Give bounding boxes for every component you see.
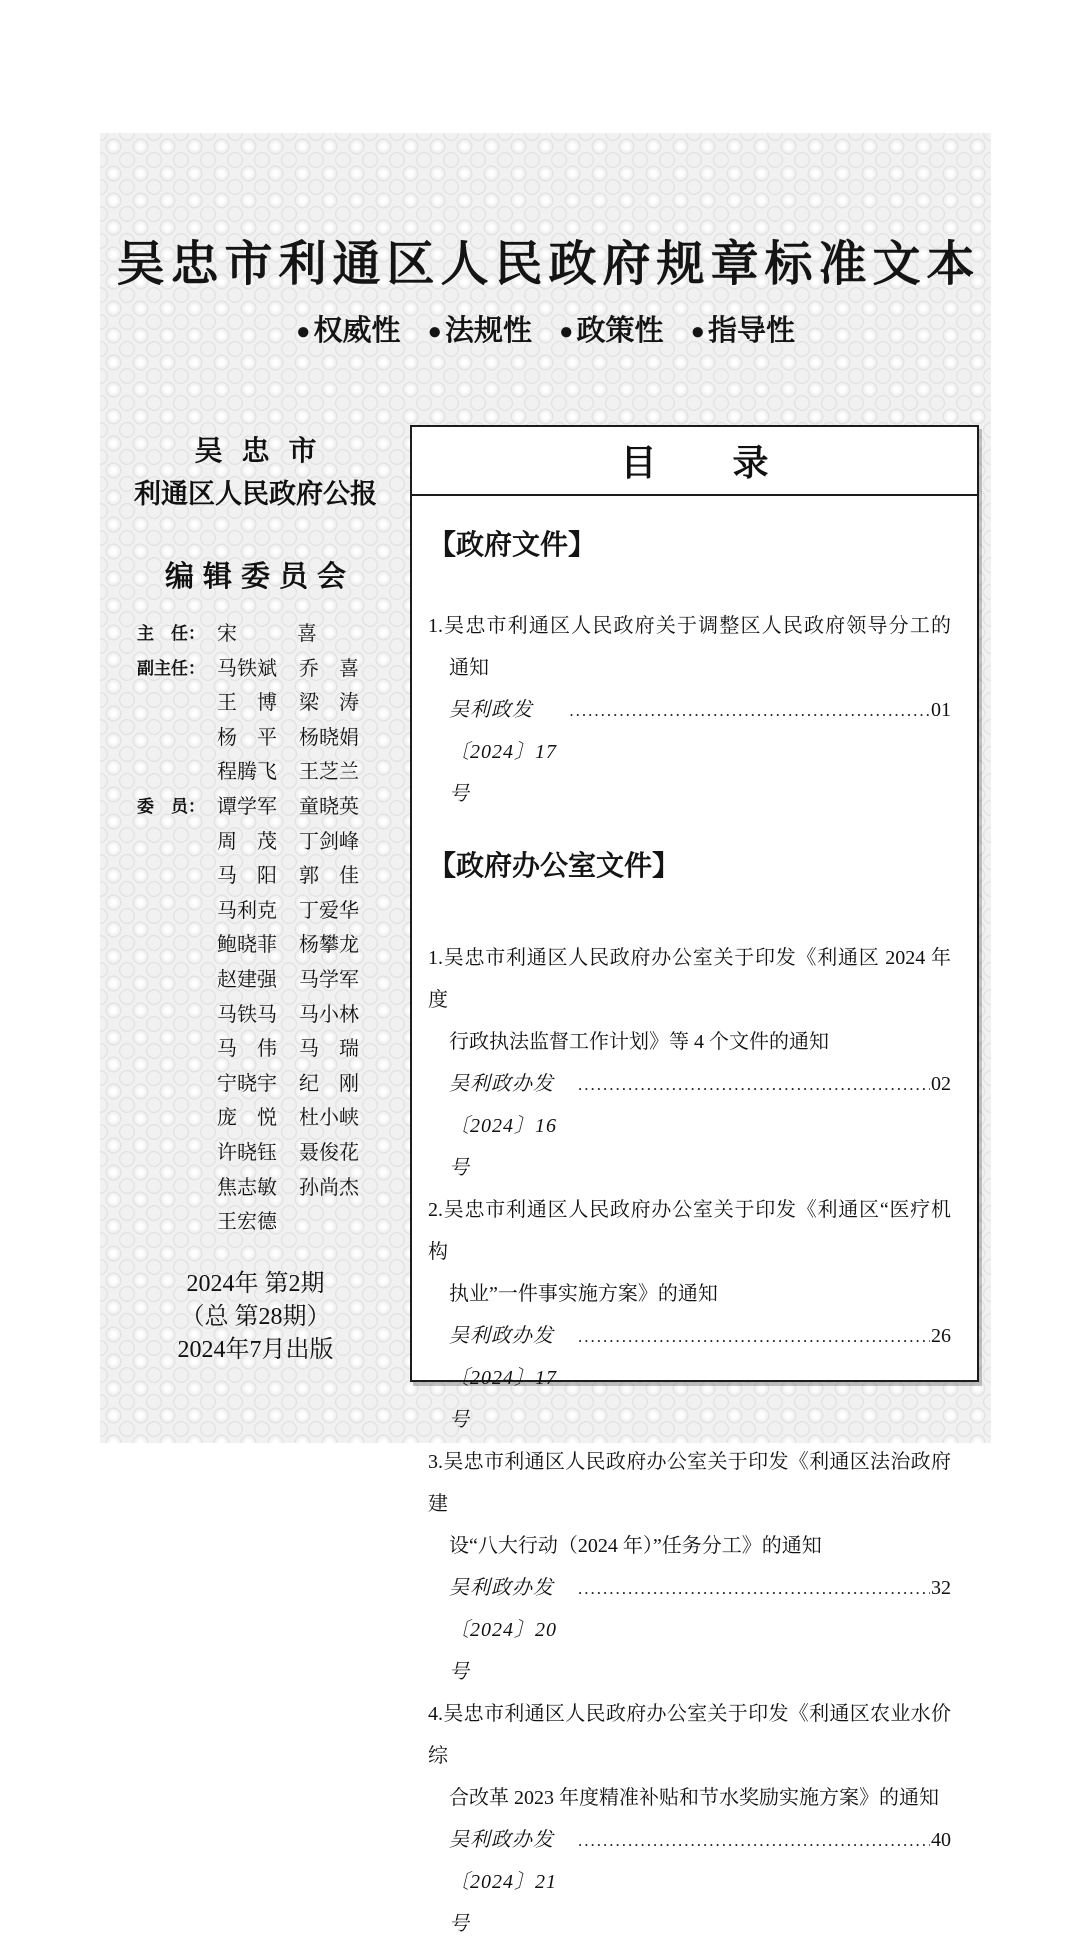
toc-entry <box>428 1189 951 1441</box>
toc-body <box>412 530 977 1945</box>
role-label <box>137 1101 217 1136</box>
document-number: 吴利政发〔2024〕17号 <box>449 699 557 805</box>
member-name: 马 阳 <box>217 865 277 888</box>
toc-entry-ref-line <box>428 1063 951 1189</box>
committee-row <box>137 825 411 860</box>
bullet-icon: ● <box>295 318 311 345</box>
tagline-label: 政策性 <box>576 315 664 347</box>
toc-entry <box>428 1693 951 1945</box>
member-name: 杜小峡 <box>299 1107 359 1130</box>
toc-title-char: 目 <box>620 443 657 483</box>
member-name: 王 博 <box>217 692 277 715</box>
member-name: 马铁马 <box>217 1003 277 1026</box>
member-name: 马 瑞 <box>299 1038 359 1061</box>
role-label <box>137 998 217 1033</box>
tagline-label: 指导性 <box>708 315 796 347</box>
role-label <box>137 859 217 894</box>
member-name: 宁晓宇 <box>217 1072 277 1095</box>
toc-entry <box>428 1441 951 1693</box>
role-label <box>137 1067 217 1102</box>
role-label: 副主任： <box>137 658 205 678</box>
toc-title-char: 录 <box>732 443 769 483</box>
role-label <box>137 1032 217 1067</box>
toc-section-heading-government-documents: 【政府文件】 <box>428 529 597 560</box>
toc-entry-title-line: 1.吴忠市利通区人民政府办公室关于印发《利通区 2024 年度 <box>428 947 951 1011</box>
member-name: 周 茂 <box>217 830 277 853</box>
bullet-icon: ● <box>559 318 574 345</box>
tagline-label: 法规性 <box>444 315 532 347</box>
committee-row <box>137 721 411 756</box>
member-name: 马学军 <box>299 968 359 991</box>
role-label <box>137 825 217 860</box>
toc-entry-title-line: 2.吴忠市利通区人民政府办公室关于印发《利通区“医疗机构 <box>428 1199 951 1263</box>
member-name: 杨攀龙 <box>299 934 359 957</box>
toc-section-items <box>428 937 951 1945</box>
member-name: 马 伟 <box>217 1038 277 1061</box>
toc-entry-title-line: 通知 <box>449 657 489 679</box>
document-number: 吴利政办发〔2024〕21号 <box>449 1829 557 1935</box>
toc-section-heading-office-documents: 【政府办公室文件】 <box>428 850 681 881</box>
committee-row <box>137 686 411 721</box>
committee-row <box>137 652 411 687</box>
bullet-icon: ● <box>427 318 442 345</box>
page-number: 26 <box>931 1325 951 1347</box>
bullet-icon: ● <box>690 318 706 345</box>
member-name: 童晓英 <box>299 795 359 818</box>
committee-row <box>137 894 411 929</box>
dot-leader <box>578 1316 930 1358</box>
role-label <box>137 1171 217 1206</box>
committee-row <box>137 859 411 894</box>
role-label: 委 员： <box>137 796 205 816</box>
member-name: 宋 喜 <box>217 623 317 645</box>
document-number: 吴利政办发〔2024〕16号 <box>449 1073 557 1179</box>
member-name: 庞 悦 <box>217 1107 277 1130</box>
member-name: 许晓钰 <box>217 1141 277 1164</box>
toc-entry-ref-line <box>428 1819 951 1945</box>
page-background-pattern <box>100 133 991 1935</box>
member-name: 乔 喜 <box>299 657 359 680</box>
toc-entry <box>428 605 951 815</box>
toc-entry-ref-line <box>428 689 951 815</box>
toc-entry-title-line: 合改革 2023 年度精准补贴和节水奖励实施方案》的通知 <box>449 1787 939 1809</box>
toc-entry-title-line: 行政执法监督工作计划》等 4 个文件的通知 <box>449 1031 829 1053</box>
tagline-label: 权威性 <box>313 315 401 347</box>
toc-entry-title-line: 3.吴忠市利通区人民政府办公室关于印发《利通区法治政府建 <box>428 1451 951 1515</box>
dot-leader <box>578 1820 930 1862</box>
toc-entry-title-line: 设“八大行动（2024 年）”任务分工》的通知 <box>449 1535 822 1557</box>
page-number: 40 <box>931 1829 951 1851</box>
member-name: 丁爱华 <box>299 899 359 922</box>
masthead-column <box>100 433 411 1367</box>
toc-entry-title-line: 4.吴忠市利通区人民政府办公室关于印发《利通区农业水价综 <box>428 1703 951 1767</box>
committee-row <box>137 1032 411 1067</box>
member-name: 程腾飞 <box>217 761 277 784</box>
committee-row <box>137 998 411 1033</box>
dot-leader <box>569 690 930 732</box>
dot-leader <box>578 1064 930 1106</box>
committee-row <box>137 1067 411 1102</box>
member-name <box>299 1205 361 1240</box>
committee-roster <box>100 617 411 1240</box>
page-number: 02 <box>931 1073 951 1095</box>
document-number: 吴利政办发〔2024〕17号 <box>449 1325 557 1431</box>
member-name: 郭 佳 <box>299 865 359 888</box>
member-name: 杨晓娟 <box>299 726 359 749</box>
member-name: 鲍晓菲 <box>217 934 277 957</box>
committee-row <box>137 755 411 790</box>
gazette-title-line1: 吴忠市 <box>194 436 336 467</box>
role-label <box>137 686 217 721</box>
document-number: 吴利政办发〔2024〕20号 <box>449 1577 557 1683</box>
committee-row <box>137 1171 411 1206</box>
committee-row <box>137 1205 411 1240</box>
page-number: 01 <box>931 699 951 721</box>
member-name: 纪 刚 <box>299 1072 359 1095</box>
banner-title: 吴忠市利通区人民政府规章标准文本 <box>116 238 981 291</box>
toc-entry <box>428 937 951 1189</box>
toc-title <box>412 427 977 496</box>
tagline-item <box>296 313 401 349</box>
tagline-item <box>691 313 796 349</box>
committee-row <box>137 1136 411 1171</box>
member-name: 杨 平 <box>217 726 277 749</box>
toc-entry-title-line: 执业”一件事实施方案》的通知 <box>449 1283 718 1305</box>
issue-number: 2024年 第2期 <box>186 1270 325 1297</box>
toc-entry-ref-line <box>428 1567 951 1693</box>
member-name <box>299 617 361 652</box>
toc-box <box>410 425 979 1935</box>
tagline-item <box>559 313 664 349</box>
role-label <box>137 755 217 790</box>
role-label <box>137 963 217 998</box>
tagline-item <box>427 313 532 349</box>
member-name: 马利克 <box>217 899 277 922</box>
toc-entry-ref-line <box>428 1315 951 1441</box>
member-name: 孙尚杰 <box>299 1176 359 1199</box>
committee-heading: 编辑委员会 <box>164 561 355 593</box>
role-label <box>137 1205 217 1240</box>
toc-section-items <box>428 605 951 815</box>
role-label <box>137 721 217 756</box>
gazette-title-line2: 利通区人民政府公报 <box>134 479 377 509</box>
committee-row <box>137 928 411 963</box>
issue-info <box>100 1268 411 1367</box>
role-label: 主 任： <box>137 624 205 643</box>
member-name: 聂俊花 <box>299 1141 359 1164</box>
page-number: 32 <box>931 1577 951 1599</box>
member-name: 王芝兰 <box>299 761 359 784</box>
member-name: 谭学军 <box>217 795 277 818</box>
member-name: 丁剑峰 <box>299 830 359 853</box>
banner-taglines <box>100 313 991 349</box>
committee-row <box>137 617 411 652</box>
member-name: 梁 涛 <box>299 692 359 715</box>
issue-publish-date: 2024年7月出版 <box>177 1336 334 1363</box>
member-name: 焦志敏 <box>217 1176 277 1199</box>
issue-total: （总 第28期） <box>180 1303 331 1330</box>
toc-entry-title-line: 1.吴忠市利通区人民政府关于调整区人民政府领导分工的 <box>428 615 951 637</box>
member-name: 马小林 <box>299 1003 359 1026</box>
role-label <box>137 1136 217 1171</box>
committee-row <box>137 963 411 998</box>
member-name: 王宏德 <box>217 1211 277 1234</box>
committee-row <box>137 790 411 825</box>
role-label <box>137 928 217 963</box>
member-name: 马铁斌 <box>217 657 277 680</box>
committee-row <box>137 1101 411 1136</box>
dot-leader <box>578 1568 930 1610</box>
member-name: 赵建强 <box>217 968 277 991</box>
role-label <box>137 894 217 929</box>
